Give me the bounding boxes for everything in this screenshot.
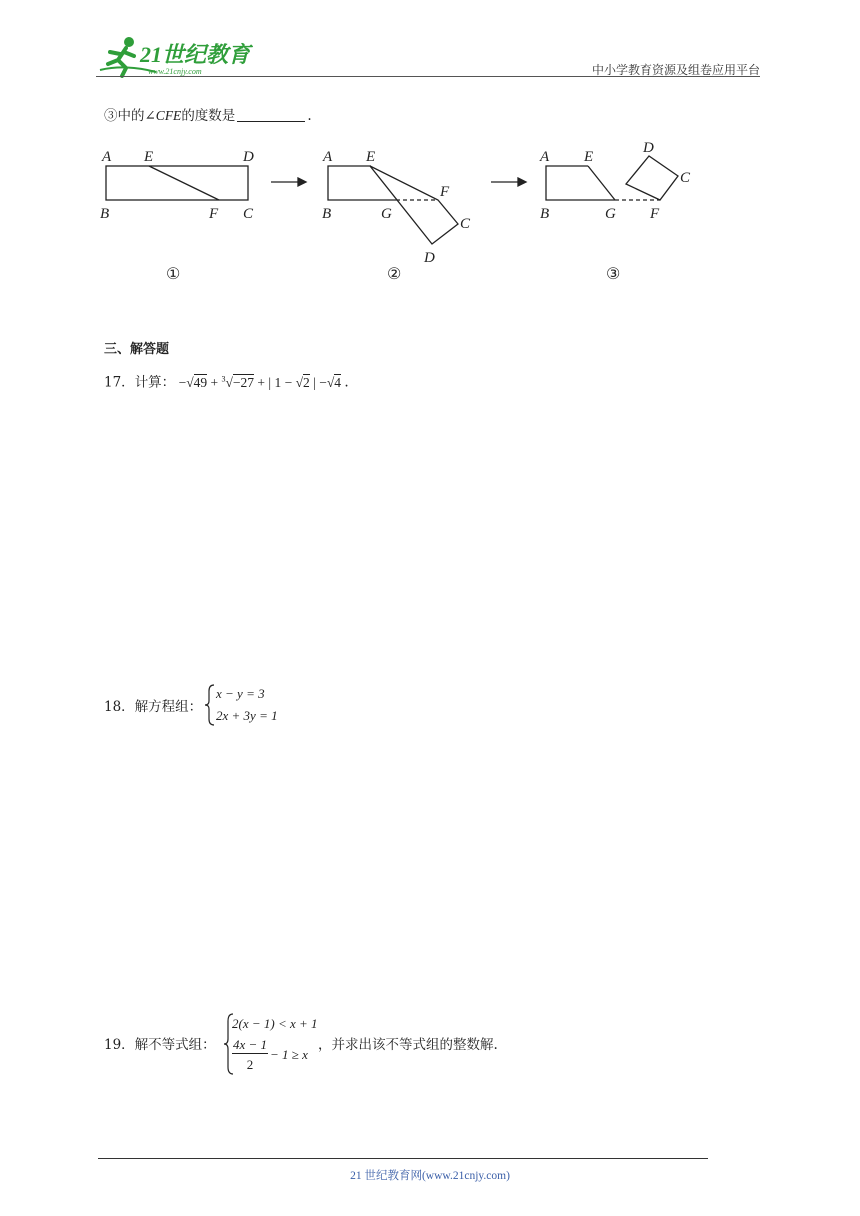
q17-radicand-3: 2 <box>303 374 310 390</box>
footer-divider <box>98 1158 708 1159</box>
caption-1: ① <box>166 266 181 283</box>
q17-abs-part: + | 1 − <box>257 374 293 390</box>
header-divider <box>96 76 760 77</box>
site-logo <box>96 34 266 78</box>
arrow-right-icon <box>491 178 526 186</box>
label-B: B <box>100 206 110 222</box>
figure-panel-2 <box>328 166 458 244</box>
label-A: A <box>102 149 112 165</box>
cube-root-symbol: √ <box>225 374 233 390</box>
q17-abs-end: | − <box>313 374 327 390</box>
q17-root-index: 3 <box>221 374 226 383</box>
sqrt-symbol: √ <box>186 374 194 390</box>
q16-end: . <box>307 108 312 124</box>
question-18 <box>104 697 202 717</box>
logo-url: www.21cnjy.com <box>148 67 202 76</box>
label-F: F <box>650 206 660 222</box>
label-E: E <box>144 149 154 165</box>
q17-minus: − <box>178 374 187 390</box>
sqrt-symbol: √ <box>295 374 304 390</box>
q17-lead: 计算： <box>134 374 176 391</box>
q18-eq1: x − y = 3 <box>216 686 265 701</box>
q16-suffix: 的度数是 <box>181 108 236 124</box>
label-A: A <box>323 149 333 165</box>
q17-radicand-4: 4 <box>334 374 342 390</box>
q16-angle: ∠CFE <box>144 108 182 123</box>
label-F: F <box>440 184 450 200</box>
label-E: E <box>366 149 376 165</box>
label-D: D <box>643 140 654 156</box>
q17-plus: + <box>210 374 219 390</box>
sqrt-symbol: √ <box>326 374 335 390</box>
label-D: D <box>424 250 435 266</box>
label-B: B <box>322 206 332 222</box>
q17-end: . <box>344 374 349 391</box>
q19-eq2-numerator: 4x − 1 <box>232 1037 268 1052</box>
label-F: F <box>209 206 219 222</box>
figure-panel-1 <box>106 166 248 200</box>
label-B: B <box>540 206 550 222</box>
arrow-right-icon <box>271 178 306 186</box>
label-C: C <box>680 170 691 186</box>
brace-left-icon <box>203 683 217 727</box>
q19-eq2-rest: − 1 ≥ x <box>270 1047 308 1062</box>
label-C: C <box>243 206 254 222</box>
header-platform-text: 中小学教育资源及组卷应用平台 <box>591 63 760 77</box>
footer-text: 21 世纪教育网(www.21cnjy.com) <box>350 1170 510 1182</box>
q19-tail: ，并求出该不等式组的整数解. <box>318 1037 498 1053</box>
q19-number: 19． <box>104 1037 135 1053</box>
label-D: D <box>243 149 254 165</box>
q17-radicand-1: 49 <box>193 374 208 390</box>
q18-eq2: 2x + 3y = 1 <box>216 708 278 723</box>
figure-panel-3 <box>546 156 678 200</box>
q16-tail <box>104 106 312 126</box>
logo-text: 21世纪教育 <box>140 42 251 67</box>
q16-answer-blank <box>237 107 305 122</box>
q19-eq2-denominator: 2 <box>246 1057 254 1072</box>
caption-2: ② <box>387 266 402 283</box>
label-G: G <box>605 206 616 222</box>
label-G: G <box>381 206 392 222</box>
section-heading: 三、解答题 <box>104 342 170 357</box>
folding-figure <box>94 136 704 288</box>
caption-3: ③ <box>606 266 621 283</box>
q16-prefix: ③中的 <box>104 108 145 124</box>
question-19 <box>104 1035 216 1055</box>
question-17 <box>104 369 349 393</box>
label-E: E <box>584 149 594 165</box>
q18-lead: 解方程组： <box>134 699 203 715</box>
q18-number: 18． <box>104 699 135 715</box>
label-A: A <box>540 149 550 165</box>
label-C: C <box>460 216 471 232</box>
q17-number: 17． <box>104 374 135 391</box>
q19-eq1: 2(x − 1) < x + 1 <box>232 1016 318 1031</box>
q17-radicand-2: −27 <box>232 374 255 390</box>
q19-lead: 解不等式组： <box>134 1037 216 1053</box>
